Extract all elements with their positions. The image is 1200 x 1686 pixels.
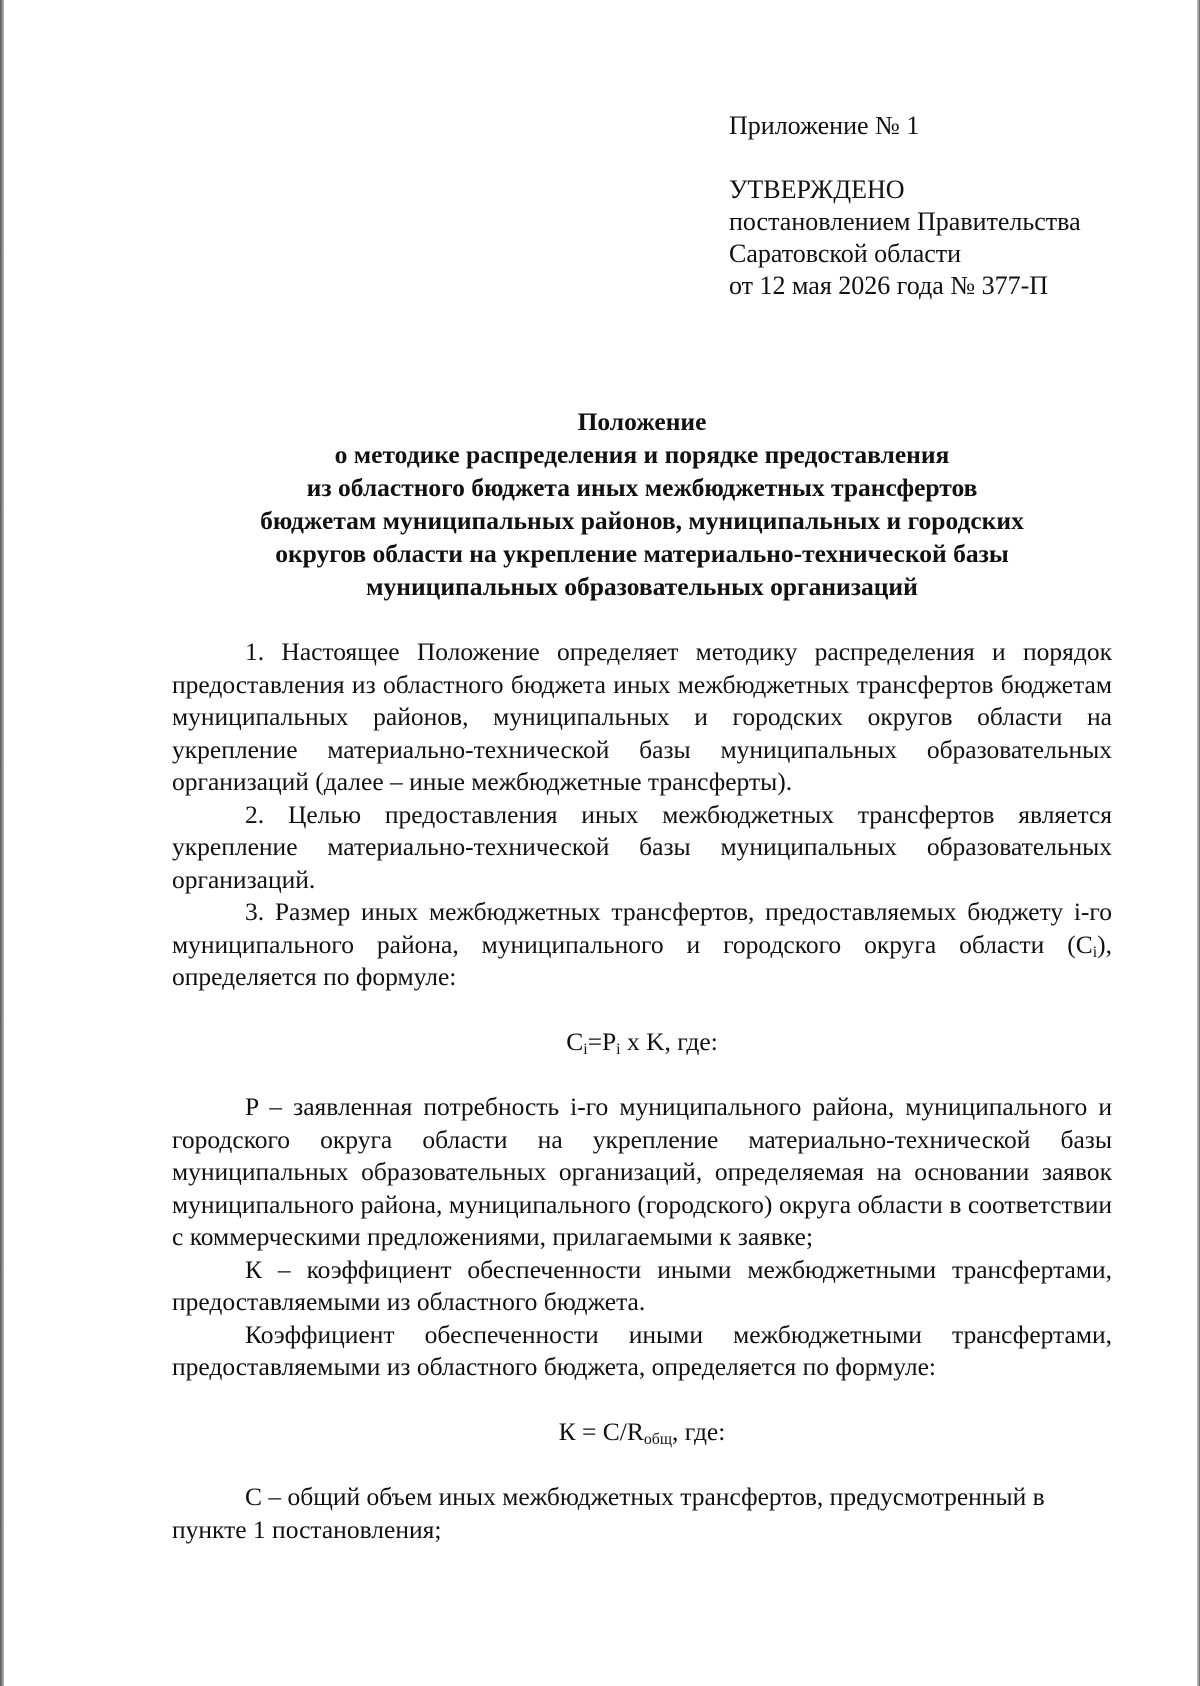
title-line-5: округов области на укрепление материально-технической базы — [275, 539, 1009, 568]
paragraph-3-end: ), определяется по формуле: — [172, 929, 1112, 991]
formula-2 — [172, 1416, 1112, 1449]
paragraph-3 — [172, 896, 1112, 994]
formula-2-rest: , где: — [672, 1416, 726, 1446]
approved-label: УТВЕРЖДЕНО — [729, 175, 905, 204]
paragraph-k-definition: К – коэффициент обеспеченности иными межбюджетными трансфертами, предоставляемыми из областного бюджета. — [172, 1254, 1112, 1316]
scan-edge-left — [0, 0, 4, 1686]
formula-1 — [172, 1026, 1112, 1059]
title-line-3: из областного бюджета иных межбюджетных трансфертов — [306, 473, 978, 502]
paragraph-k-formula-intro: Коэффициент обеспеченности иными межбюджетными трансфертами, предоставляемыми из областного бюджета, определяется по формуле: — [172, 1319, 1112, 1381]
formula-1-c-sub: i — [583, 1040, 588, 1058]
formula-2-main: К = С/R — [558, 1416, 644, 1446]
paragraph-3-sub: i — [1092, 943, 1098, 961]
title-line-4: бюджетам муниципальных районов, муниципальных и городских — [260, 506, 1024, 535]
paragraph-3-text: 3. Размер иных межбюджетных трансфертов, предоставляемых бюджету i-го муниципального района, муниципального и городского округа области (C — [172, 897, 1112, 959]
appendix-block — [729, 110, 1081, 302]
title-line-1: Положение — [577, 407, 707, 436]
document-title — [172, 405, 1112, 603]
approved-line-1: постановлением Правительства — [729, 207, 1081, 236]
paragraph-1: 1. Настоящее Положение определяет методику распределения и порядок предоставления из областного бюджета иных межбюджетных трансфертов бюджетам муниципальных районов, муниципальных и городских округов области на укрепление материально-технической базы муниципальных образовательных организаций (далее – иные межбюджетные трансферты). — [172, 637, 1112, 796]
formula-1-p-sub: i — [616, 1040, 621, 1058]
formula-1-eq: =P — [587, 1026, 617, 1056]
title-line-6: муниципальных образовательных организаций — [366, 572, 918, 601]
paragraph-p-definition: P – заявленная потребность i-го муниципального района, муниципального и городского округа области на укрепление материально-технической базы муниципальных образовательных организаций, определяемая на основании заявок муниципального района, муниципального (городского) округа области в соответствии с коммерческими предложениями, прилагаемыми к заявке; — [172, 1092, 1112, 1251]
document-body — [172, 636, 1112, 1546]
title-line-2: о методике распределения и порядке предоставления — [334, 440, 950, 469]
formula-1-rest: x K, где: — [620, 1026, 718, 1056]
formula-2-sub: общ — [643, 1430, 673, 1448]
paragraph-2: 2. Целью предоставления иных межбюджетных трансфертов является укрепление материально-технической базы муниципальных образовательных организаций. — [172, 799, 1112, 894]
paragraph-c-definition: С – общий объем иных межбюджетных трансфертов, предусмотренный в пункте 1 постановления; — [172, 1482, 1045, 1544]
approved-line-2: Саратовской области — [729, 239, 962, 268]
appendix-number: Приложение № 1 — [729, 111, 920, 140]
approved-line-3: от 12 мая 2026 года № 377-П — [729, 271, 1049, 300]
formula-1-c: C — [566, 1026, 584, 1056]
